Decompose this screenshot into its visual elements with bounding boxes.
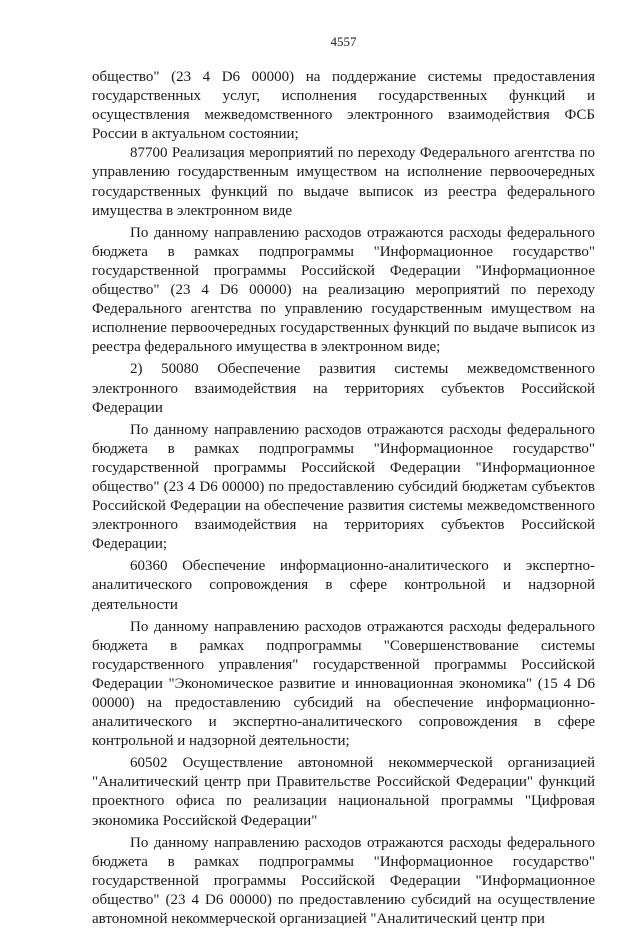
paragraph-60502-heading: 60502 Осуществление автономной некоммерческой организацией "Аналитический центр при Правительстве Российской Федерации" функций проектного офиса по реализации национальной программы "Цифровая экономика Российской Федерации"	[92, 755, 595, 829]
paragraph-87700-heading: 87700 Реализация мероприятий по переходу Федерального агентства по управлению государственным имуществом на исполнение первоочередных государственных функций по выдаче выписок из реестра федерального имущества в электронном виде	[92, 145, 595, 219]
paragraph-continuation: общество" (23 4 D6 00000) на поддержание системы предоставления государственных услуг, исполнения государственных функций и осуществления межведомственного электронного взаимодействия ФСБ России в актуальном состоянии;	[92, 69, 595, 143]
paragraph-87700-body: По данному направлению расходов отражаются расходы федерального бюджета в рамках подпрограммы "Информационное государство" государственной программы Российской Федерации "Информационное общество" (23 4 D6 00000) на реализацию мероприятий по переходу Федерального агентства по управлению государственным имуществом на исполнение первоочередных государственных функций по выдаче выписок из реестра федерального имущества в электронном виде;	[92, 224, 595, 356]
paragraph-50080-heading: 2) 50080 Обеспечение развития системы межведомственного электронного взаимодействия на территориях субъектов Российской Федерации	[92, 361, 595, 416]
paragraph-60360-body: По данному направлению расходов отражаются расходы федерального бюджета в рамках подпрограммы "Совершенствование системы государственного управления" государственной программы Российской Федерации "Экономическое развитие и инновационная экономика" (15 4 D6 00000) на предоставлению субсидий на обеспечение информационно-аналитического и экспертно-аналитического сопровождения в сфере контрольной и надзорной деятельности;	[92, 618, 595, 750]
paragraph-60502-body: По данному направлению расходов отражаются расходы федерального бюджета в рамках подпрограммы "Информационное государство" государственной программы Российской Федерации "Информационное общество" (23 4 D6 00000) по предоставлению субсидий на осуществление автономной некоммерческой организацией "Аналитический центр при	[92, 834, 595, 928]
document-page	[92, 34, 595, 929]
paragraph-50080-body: По данному направлению расходов отражаются расходы федерального бюджета в рамках подпрограммы "Информационное государство" государственной программы Российской Федерации "Информационное общество" (23 4 D6 00000) по предоставлению субсидий бюджетам субъектов Российской Федерации на обеспечение развития системы межведомственного электронного взаимодействия на территориях субъектов Российской Федерации;	[92, 421, 595, 553]
page-number: 4557	[330, 34, 357, 49]
paragraph-60360-heading: 60360 Обеспечение информационно-аналитического и экспертно-аналитического сопровождения в сфере контрольной и надзорной деятельности	[92, 558, 595, 613]
